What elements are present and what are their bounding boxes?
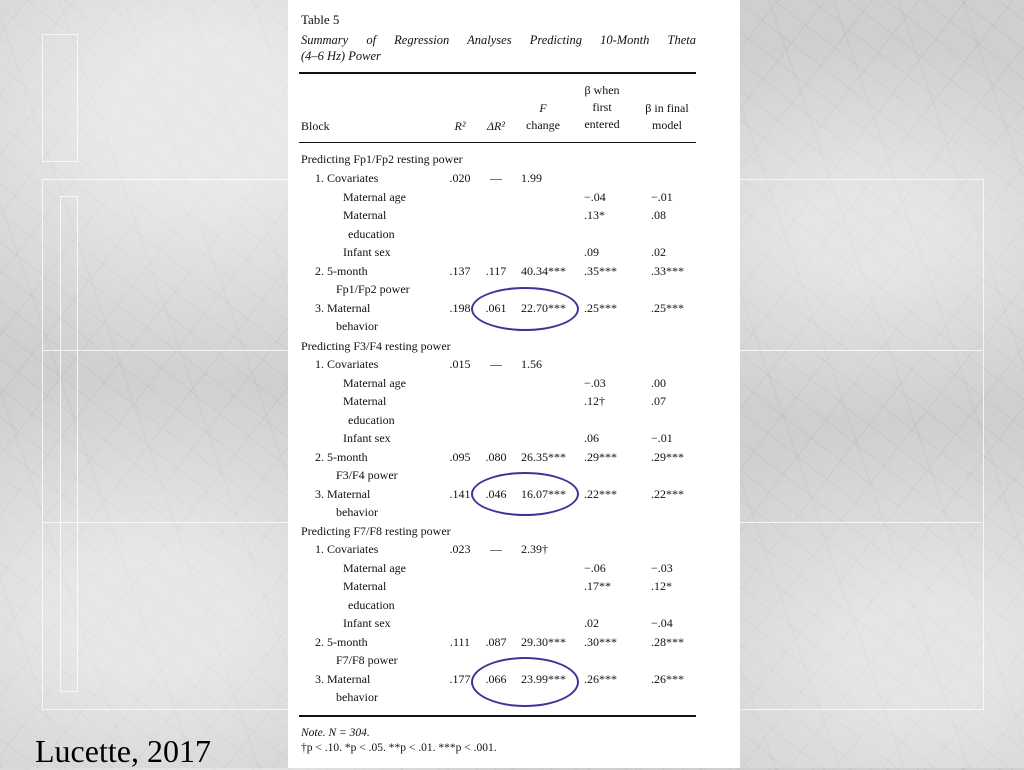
cell-f: 23.99*** xyxy=(521,671,566,686)
cell-r2: .141 xyxy=(449,486,471,501)
cell-dr2: .046 xyxy=(485,486,507,501)
highlight-oval xyxy=(471,657,579,707)
slide-frame-left-top xyxy=(42,34,78,162)
cell-r2: .023 xyxy=(449,542,471,556)
bottom-rule xyxy=(299,715,696,717)
row-label: Infant sex xyxy=(343,245,391,259)
cell-bm: −.01 xyxy=(651,189,673,204)
cell-bm: .07 xyxy=(651,394,666,408)
cell-bf: .09 xyxy=(584,245,599,259)
row-label: Maternal age xyxy=(343,189,406,204)
table-note: Note. N = 304. xyxy=(301,727,370,739)
row-label: Maternal age xyxy=(343,375,406,390)
cell-bm: −.03 xyxy=(651,560,673,575)
cell-f: 1.56 xyxy=(521,357,542,371)
cell-bm: .00 xyxy=(651,375,666,390)
table-significance-note: †p < .10. *p < .05. **p < .01. ***p < .001. xyxy=(301,742,497,754)
row-label: F7/F8 power xyxy=(336,653,398,667)
cell-dr2: .117 xyxy=(485,263,507,278)
cell-bm: .02 xyxy=(651,245,666,259)
highlight-oval xyxy=(471,472,579,516)
row-label: behavior xyxy=(336,319,378,333)
cell-bm: .22*** xyxy=(651,486,684,501)
section-label: Predicting F3/F4 resting power xyxy=(301,339,451,353)
section-label: Predicting Fp1/Fp2 resting power xyxy=(301,152,463,166)
row-label: Maternal xyxy=(343,394,387,408)
table-number: Table 5 xyxy=(301,12,340,27)
row-label: Maternal xyxy=(343,579,387,593)
row-label: 1. Covariates xyxy=(315,171,379,185)
table-caption: Summary of Regression Analyses Predicting 10-Month Theta xyxy=(301,33,696,47)
cell-f: 22.70*** xyxy=(521,300,566,315)
section-label: Predicting F7/F8 resting power xyxy=(301,524,451,538)
header-beta-first xyxy=(574,82,630,133)
cell-f: 29.30*** xyxy=(521,634,566,649)
header-dr2-label: ΔR² xyxy=(487,119,505,133)
row-label: Infant sex xyxy=(343,431,391,445)
cell-dr2: .080 xyxy=(485,449,507,464)
header-beta-first-1: β when xyxy=(584,83,620,97)
cell-dr2: — xyxy=(490,357,502,371)
cell-bm: −.01 xyxy=(651,431,673,445)
row-label: Infant sex xyxy=(343,616,391,630)
header-rule xyxy=(299,142,696,143)
cell-f: 1.99 xyxy=(521,171,542,185)
cell-dr2: .087 xyxy=(485,634,507,649)
cell-bf: .13* xyxy=(584,208,605,222)
header-beta-final-1: β in final xyxy=(645,101,689,115)
row-label: behavior xyxy=(336,505,378,519)
row-label: 3. Maternal xyxy=(315,671,371,686)
row-label: 1. Covariates xyxy=(315,357,379,371)
cell-r2: .177 xyxy=(449,671,471,686)
row-label: Fp1/Fp2 power xyxy=(336,282,410,296)
row-label: education xyxy=(348,412,395,427)
cell-bf: .12† xyxy=(584,394,605,408)
cell-f: 2.39† xyxy=(521,542,548,556)
cell-r2: .137 xyxy=(449,263,471,278)
cell-bf: .17** xyxy=(584,579,611,593)
cell-bm: .29*** xyxy=(651,449,684,464)
header-f-line1: F xyxy=(539,101,547,115)
cell-f: 40.34*** xyxy=(521,263,566,278)
author-citation: Lucette, 2017 xyxy=(35,733,211,769)
cell-bm: .26*** xyxy=(651,671,684,686)
cell-bf: −.03 xyxy=(584,375,606,390)
header-block xyxy=(301,118,330,135)
cell-bm: .33*** xyxy=(651,263,684,278)
cell-bf: .22*** xyxy=(584,486,617,501)
cell-bf: .35*** xyxy=(584,263,617,278)
cell-bf: −.04 xyxy=(584,189,606,204)
cell-r2: .198 xyxy=(449,300,471,315)
cell-bf: .25*** xyxy=(584,300,617,315)
cell-bf: .30*** xyxy=(584,634,617,649)
row-label: Maternal age xyxy=(343,560,406,575)
row-label: 2. 5-month xyxy=(315,449,368,464)
cell-f: 16.07*** xyxy=(521,486,566,501)
row-label: 3. Maternal xyxy=(315,300,371,315)
cell-bf: .29*** xyxy=(584,449,617,464)
cell-bf: .06 xyxy=(584,431,599,445)
cell-bf: .26*** xyxy=(584,671,617,686)
row-label: Maternal xyxy=(343,208,387,222)
header-r2-label: R² xyxy=(454,119,466,133)
header-beta-first-2: first xyxy=(592,100,612,114)
row-label: 1. Covariates xyxy=(315,542,379,556)
cell-r2: .095 xyxy=(449,449,471,464)
header-delta-r2 xyxy=(480,118,512,135)
header-beta-first-3: entered xyxy=(584,117,620,131)
highlight-oval xyxy=(471,287,579,331)
header-f-line2: change xyxy=(526,118,560,132)
table-document xyxy=(288,0,740,768)
cell-bm: .08 xyxy=(651,208,666,222)
cell-dr2: .066 xyxy=(485,671,507,686)
cell-bm: .25*** xyxy=(651,300,684,315)
header-block-label: Block xyxy=(301,119,330,133)
header-beta-final-2: model xyxy=(652,118,682,132)
header-beta-final xyxy=(636,100,698,134)
top-rule xyxy=(299,72,696,74)
header-f-change xyxy=(517,100,569,134)
cell-bm: .28*** xyxy=(651,634,684,649)
cell-r2: .015 xyxy=(449,357,471,371)
row-label: F3/F4 power xyxy=(336,468,398,482)
row-label: 2. 5-month xyxy=(315,634,368,649)
row-label: education xyxy=(348,597,395,612)
header-r2 xyxy=(445,118,475,135)
row-label: behavior xyxy=(336,690,378,704)
row-label: 3. Maternal xyxy=(315,486,371,501)
row-label: 2. 5-month xyxy=(315,263,368,278)
cell-bf: .02 xyxy=(584,616,599,630)
row-label: education xyxy=(348,226,395,241)
cell-bm: .12* xyxy=(651,579,672,593)
cell-dr2: — xyxy=(490,171,502,185)
cell-dr2: .061 xyxy=(485,300,507,315)
cell-dr2: — xyxy=(490,542,502,556)
cell-f: 26.35*** xyxy=(521,449,566,464)
cell-bm: −.04 xyxy=(651,616,673,630)
cell-r2: .020 xyxy=(449,171,471,185)
table-caption-cont: (4–6 Hz) Power xyxy=(301,49,381,63)
cell-bf: −.06 xyxy=(584,560,606,575)
cell-r2: .111 xyxy=(449,634,471,649)
